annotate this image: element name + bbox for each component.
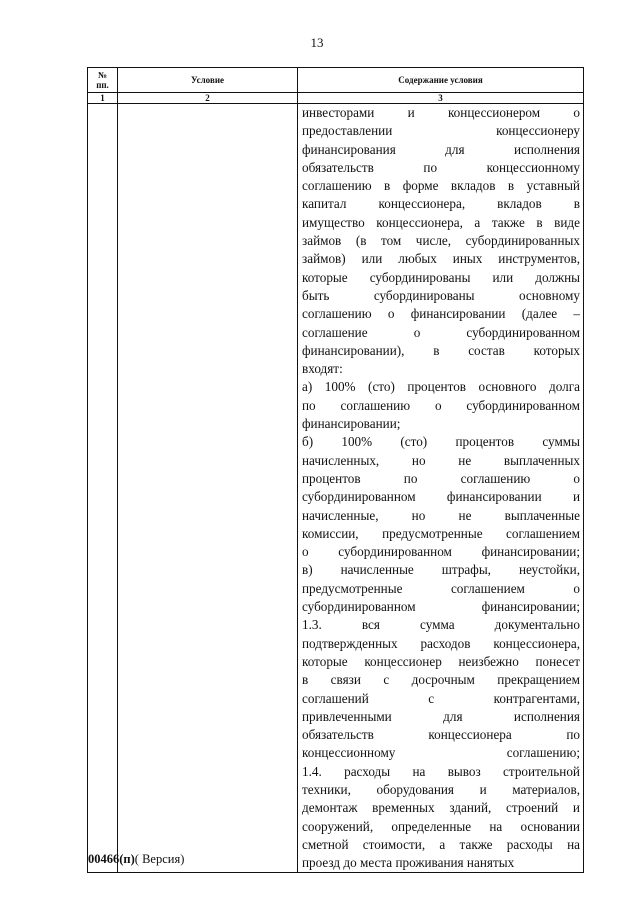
content-line: привлеченными для исполнения (302, 708, 580, 724)
content-line: о субординированном финансировании; (302, 544, 580, 560)
content-line: входят: (302, 361, 343, 377)
header-number-line-2: пп. (96, 80, 109, 90)
content-line: имущество концессионера, а также в виде (302, 214, 580, 230)
content-line: быть субординированы основному (302, 287, 580, 303)
row-content-cell (298, 104, 584, 873)
content-line: соглашение о субординированном (302, 324, 580, 340)
content-line: финансирования для исполнения (302, 141, 580, 157)
content-line: финансировании; (302, 416, 401, 432)
content-line: обязательств по концессионному (302, 159, 580, 175)
content-line: займов) или любых иных инструментов, (302, 251, 580, 267)
content-line: в) начисленные штрафы, неустойки, (302, 562, 580, 578)
content-line: финансировании), в состав которых (302, 342, 580, 358)
content-line: которые концессионер неизбежно понесет (302, 653, 580, 669)
conditions-table (87, 67, 584, 873)
content-line: проезд до места проживания нанятых (302, 855, 515, 871)
document-version: ( Версия) (134, 852, 185, 866)
content-line: соглашений с контрагентами, (302, 690, 580, 706)
table-row (88, 104, 584, 873)
header-number-line-1: № (97, 70, 108, 80)
content-line: сметной стоимости, а также расходы на (302, 836, 580, 852)
column-number-row (88, 93, 584, 104)
header-number (88, 68, 118, 93)
content-line: сооружений, определенные на основании (302, 818, 580, 834)
column-number-2: 2 (118, 93, 298, 104)
content-line: капитал концессионера, вкладов в (302, 196, 580, 212)
content-line: комиссии, предусмотренные соглашением (302, 525, 580, 541)
content-line: концессионному соглашению; (302, 745, 580, 761)
document-footer (88, 852, 184, 866)
content-line: соглашению в форме вкладов в уставный (302, 178, 580, 194)
content-line: субординированном финансировании и (302, 489, 580, 505)
content-line: которые субординированы или должны (302, 269, 580, 285)
document-code: 00466(п) (88, 852, 135, 866)
content-line: обязательств концессионера по (302, 727, 580, 743)
content-line: предоставлении концессионеру (302, 123, 580, 139)
column-number-1: 1 (88, 93, 118, 104)
content-line: а) 100% (сто) процентов основного долга (302, 379, 580, 395)
content-line: техники, оборудования и материалов, (302, 781, 580, 797)
page-number: 13 (310, 35, 324, 50)
header-condition: Условие (118, 68, 298, 93)
content-line: соглашению о финансировании (далее – (302, 306, 580, 322)
content-line: инвесторами и концессионером о (302, 105, 580, 120)
content-line: в связи с досрочным прекращением (302, 672, 580, 688)
content-line: по соглашению о субординированном (302, 397, 580, 413)
column-number-3: 3 (298, 93, 584, 104)
content-line: подтвержденных расходов концессионера, (302, 635, 580, 651)
content-line: 1.4. расходы на вывоз строительной (302, 763, 580, 779)
table-header-row (88, 68, 584, 93)
content-line: демонтаж временных зданий, строений и (302, 800, 580, 816)
content-line: процентов по соглашению о (302, 470, 580, 486)
content-line: субординированном финансировании; (302, 599, 580, 615)
content-line: предусмотренные соглашением о (302, 580, 580, 596)
row-condition-cell (118, 104, 298, 873)
content-line: займов (в том числе, субординированных (302, 233, 580, 249)
content-line: б) 100% (сто) процентов суммы (302, 434, 580, 450)
content-line: начисленных, но не выплаченных (302, 452, 580, 468)
content-line: 1.3. вся сумма документально (302, 617, 580, 633)
row-number-cell (88, 104, 118, 873)
content-line: начисленные, но не выплаченные (302, 507, 580, 523)
header-condition-content: Содержание условия (298, 68, 584, 93)
